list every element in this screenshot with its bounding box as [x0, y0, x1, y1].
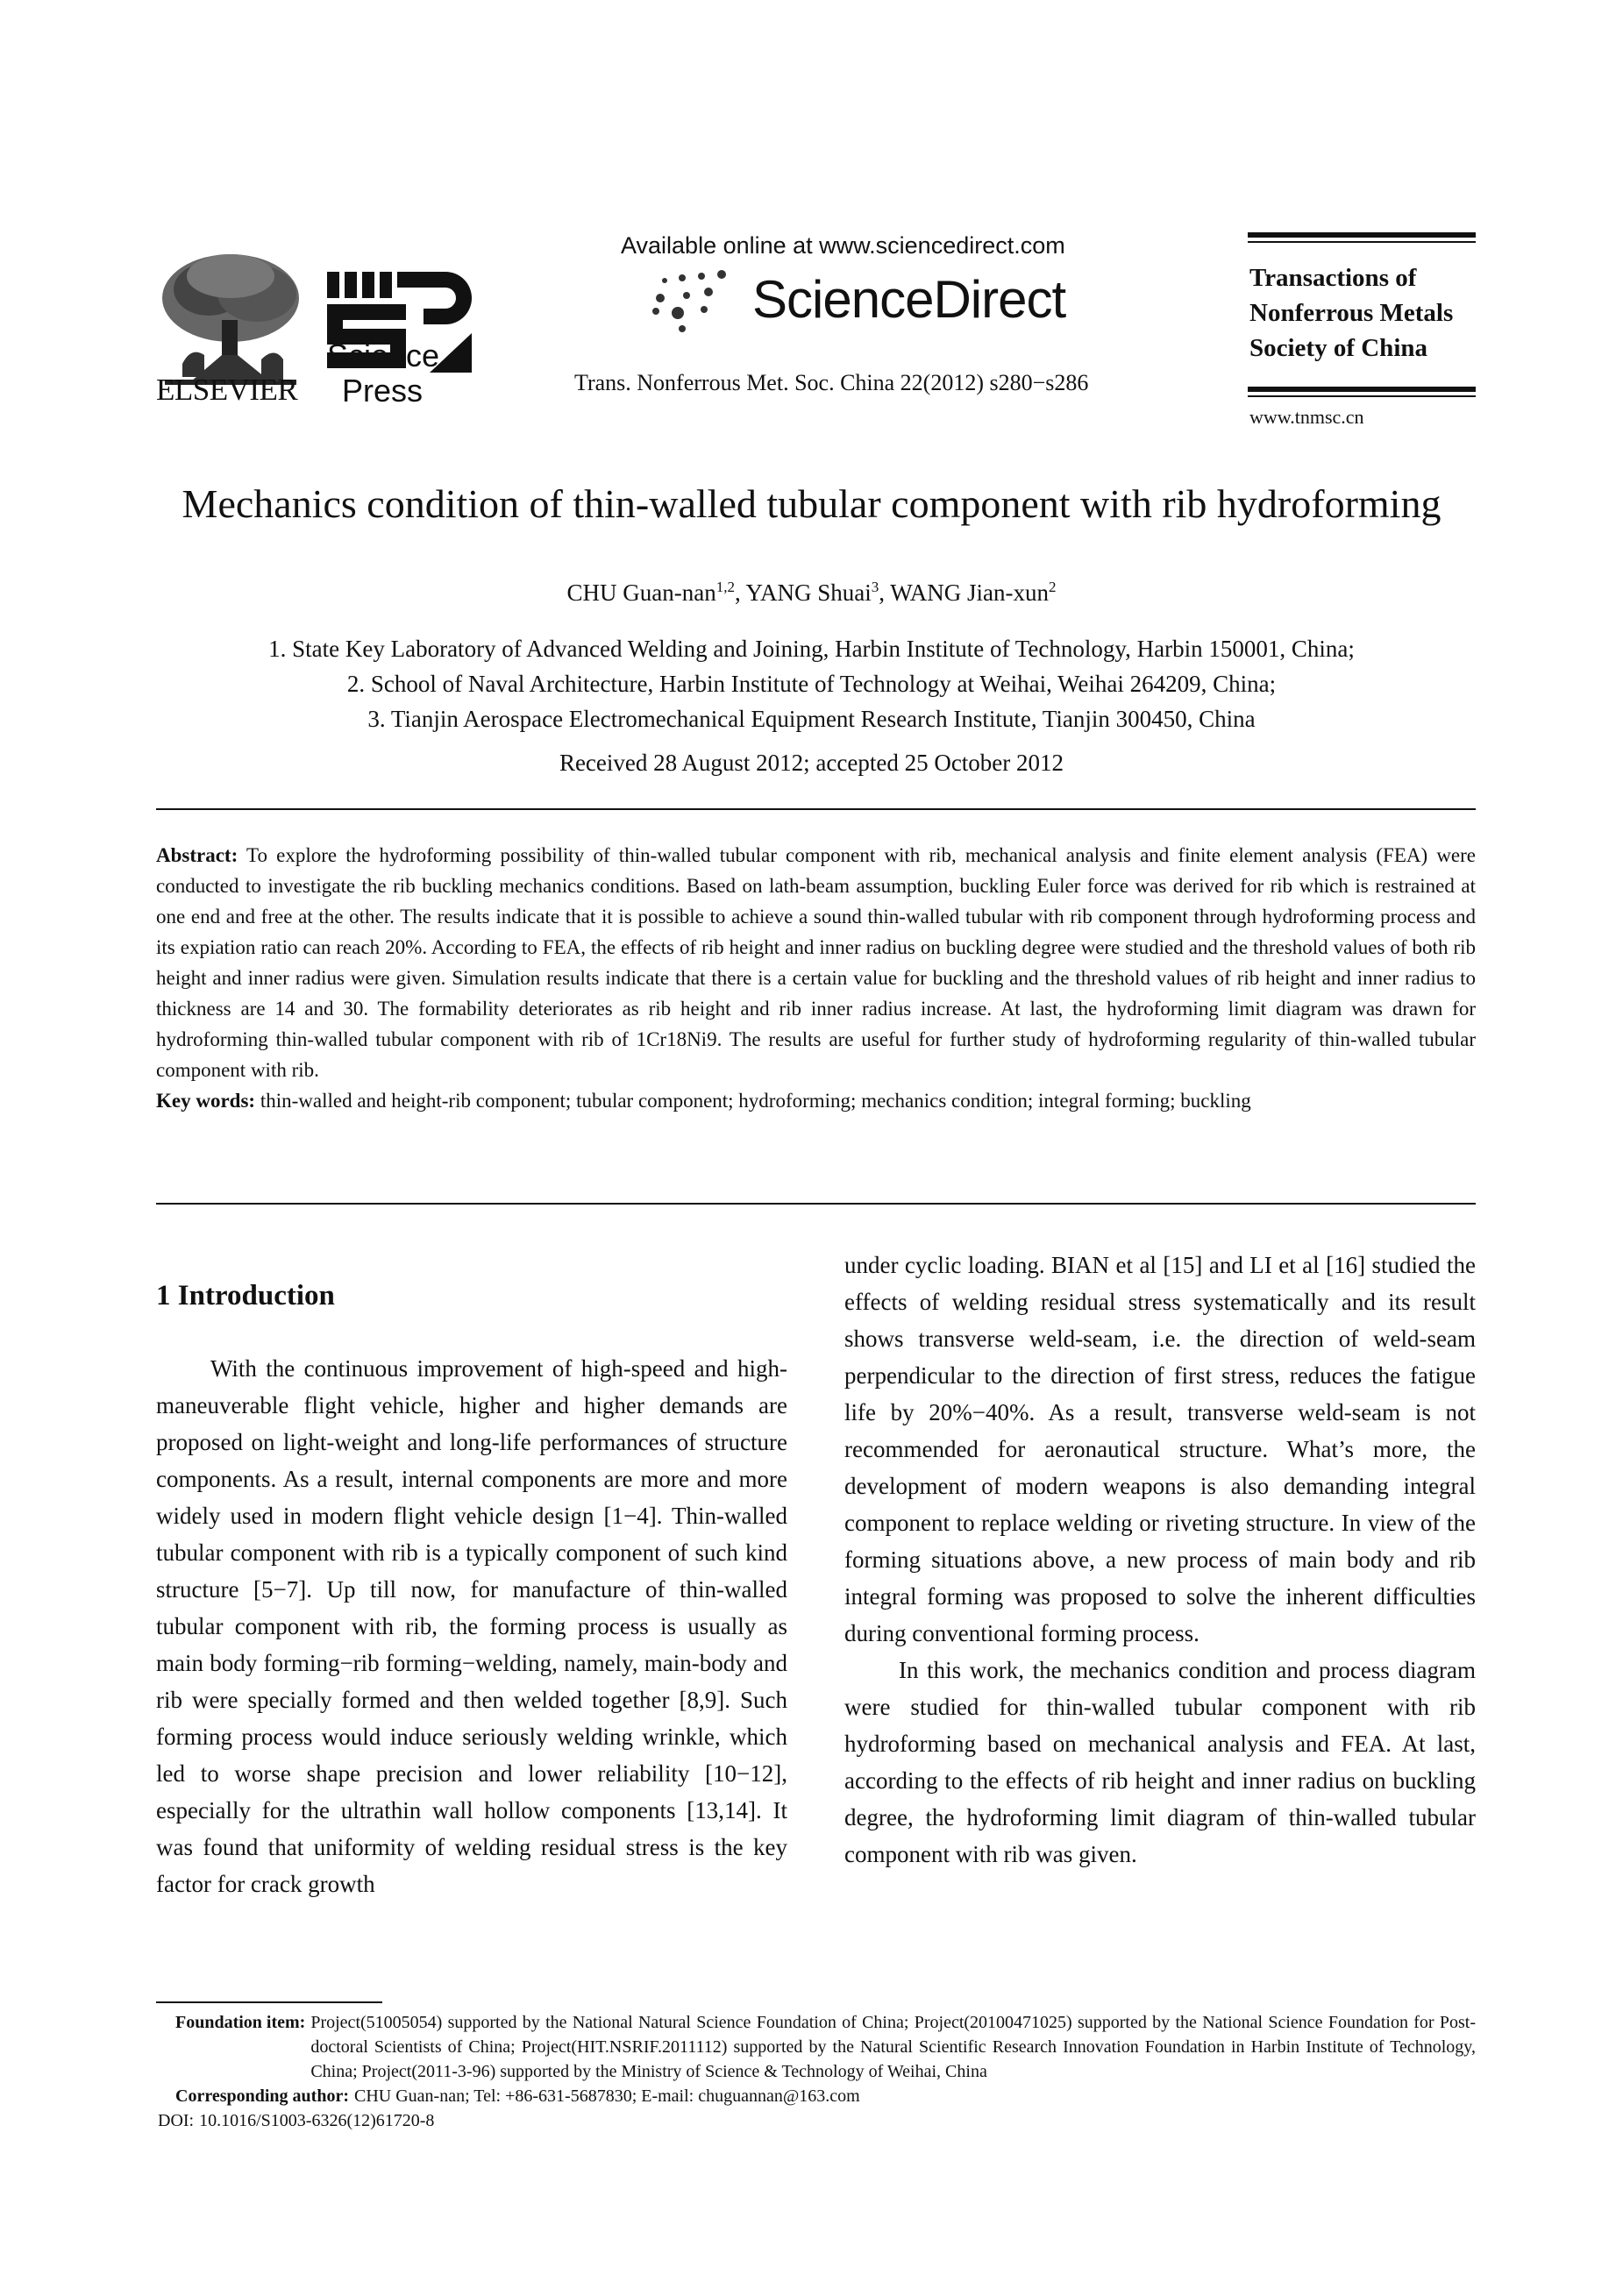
sciencedirect-wordmark: ScienceDirect [752, 270, 1066, 329]
doi [158, 2108, 1476, 2133]
elsevier-wordmark: ELSEVIER [156, 373, 298, 407]
keywords-text: thin-walled and height-rib component; tubular component; hydroforming; mechanics condition; integral forming; buckling [260, 1090, 1251, 1112]
sciencedirect-dots-logo [647, 267, 744, 338]
journal-title-line: Transactions of [1249, 264, 1417, 292]
abstract-text: To explore the hydroforming possibility of thin-walled tubular component with rib, mechanical analysis and finite element analysis (FEA) were conducted to investigate the rib buckling mechanics conditions. Based on lath-beam assumption, buckling Euler force was derived for rib which is restrained at one end and free at the other. The results indicate that it is possible to achieve a sound thin-walled tubular with rib component through hydroforming process and its expiation ratio can reach 20%. According to FEA, the effects of rib height and inner radius on buckling degree were studied and the threshold values of both rib height and inner radius were given. Simulation results indicate that there is a certain value for buckling and the threshold values of rib height and inner radius to thickness are 14 and 30. The formability deteriorates as rib height and rib inner radius increase. At last, the hydroforming limit diagram was drawn for hydroforming thin-walled tubular component with rib of 1Cr18Ni9. The results are useful for further study of hydroforming regularity of thin-walled tubular component with rib. [156, 844, 1477, 1081]
author-name: YANG Shuai [745, 579, 872, 606]
author-affil-sup: 3 [871, 579, 879, 595]
author-affil-sup: 1,2 [715, 579, 735, 595]
section-heading: 1 Introduction [156, 1280, 335, 1311]
affiliation-line: 2. School of Naval Architecture, Harbin Institute of Technology at Weihai, Weihai 264209, China; [346, 671, 1277, 697]
keywords-label: Key words: [156, 1090, 256, 1112]
abstract-label: Abstract: [156, 844, 238, 866]
journal-title [1248, 260, 1476, 366]
thick-rule [1248, 387, 1476, 392]
abstract-block [156, 840, 1476, 1116]
journal-reference: Trans. Nonferrous Met. Soc. China 22(2012) s280−s286 [574, 370, 1089, 395]
body-paragraph: With the continuous improvement of high-speed and high-maneuverable flight vehicle, higher and higher demands are proposed on light-weight and long-life performances of structure components. As a result, internal components are more and more widely used in modern flight vehicle design [1−4]. Thin-walled tubular component with rib is a typically component of such kind structure [5−7]. Up till now, for manufacture of thin-walled tubular component with rib, the forming process is usually as main body forming−rib forming−welding, namely, main-body and rib were specially formed and then welded together [8,9]. Such forming process would induce seriously welding wrinkle, which led to worse shape precision and lower reliability [10−12], especially for the ultrathin wall hollow components [13,14]. It was found that uniformity of welding residual stress is the key factor for crack growth [156, 1355, 787, 1897]
affiliation-line: 3. Tianjin Aerospace Electromechanical Equipment Research Institute, Tianjin 300450, China [367, 706, 1256, 732]
foundation-text: Project(51005054) supported by the National Natural Science Foundation of China; Project(20100471025) supported by the National Science Foundation for Post-doctoral Scientists of China; Project(HIT.NSRIF.2011112) supported by the Natural Scientific Research Innovation Foundation in Harbin Institute of Technology, China; Project(2011-3-96) supported by the Ministry of Science & Technology of Weihai, China [310, 2013, 1476, 2081]
corresponding-label: Corresponding author: [175, 2086, 349, 2106]
abstract-top-rule [156, 808, 1476, 810]
author-name: WANG Jian-xun [890, 579, 1049, 606]
affiliation-line: 1. State Key Laboratory of Advanced Welding and Joining, Harbin Institute of Technology, Harbin 150001, China; [268, 636, 1355, 662]
journal-header [156, 232, 1476, 428]
abstract-bottom-rule [156, 1203, 1476, 1205]
thin-rule [1248, 395, 1476, 397]
foundation-item [175, 2010, 1476, 2084]
doi-label: DOI: [158, 2111, 195, 2130]
science-press-word-press: Press [342, 373, 424, 409]
body-paragraph: In this work, the mechanics condition and process diagram were studied for thin-walled tubular component with rib hydroforming based on mechanical analysis and FEA. At last, according to the effects of rib height and inner radius on buckling degree, the hydroforming limit diagram of thin-walled tubular component with rib was given. [844, 1657, 1476, 1867]
thick-rule [1248, 232, 1476, 238]
footnotes [158, 2010, 1476, 2133]
thin-rule [1248, 241, 1476, 243]
received-dates: Received 28 August 2012; accepted 25 October 2012 [559, 750, 1064, 776]
affiliations [0, 631, 1623, 736]
left-column [156, 1350, 787, 1902]
journal-title-line: Nonferrous Metals [1249, 299, 1454, 327]
body-paragraph: under cyclic loading. BIAN et al [15] and LI et al [16] studied the effects of welding residual stress systematically and its result shows transverse weld-seam, i.e. the direction of weld-seam perpendicular to the direction of first stress, reduces the fatigue life by 20%−40%. As a result, transverse weld-seam is not recommended for aeronautical structure. What’s more, the development of modern weapons is also demanding integral component to replace welding or riveting structure. In view of the forming situations above, a new process of main body and rib integral forming was proposed to solve the inherent difficulties during conventional forming process. [844, 1252, 1476, 1646]
science-press-word-science: Science [327, 338, 440, 373]
available-online-text: Available online at www.sciencedirect.com [621, 232, 1065, 259]
journal-name-box [1248, 232, 1476, 429]
foundation-label: Foundation item: [175, 2013, 306, 2032]
keywords [156, 1085, 1476, 1116]
right-column [844, 1247, 1476, 1873]
abstract [156, 840, 1476, 1085]
corresponding-text: CHU Guan-nan; Tel: +86-631-5687830; E-mail: chuguannan@163.com [354, 2086, 860, 2106]
author-affil-sup: 2 [1048, 579, 1057, 595]
footnote-rule [156, 2001, 382, 2003]
doi-text[interactable]: 10.1016/S1003-6326(12)61720-8 [199, 2111, 435, 2130]
author-name: CHU Guan-nan [566, 579, 716, 606]
journal-url-link[interactable]: www.tnmsc.cn [1249, 406, 1364, 428]
author-list: CHU Guan-nan$^{1,2}$, YANG Shuai$^3$, WANG Jian-xun$^2$ [566, 579, 1057, 606]
journal-title-line: Society of China [1249, 334, 1427, 362]
corresponding-author [175, 2084, 1476, 2108]
paper-title: Mechanics condition of thin-walled tubular component with rib hydroforming [182, 481, 1441, 526]
